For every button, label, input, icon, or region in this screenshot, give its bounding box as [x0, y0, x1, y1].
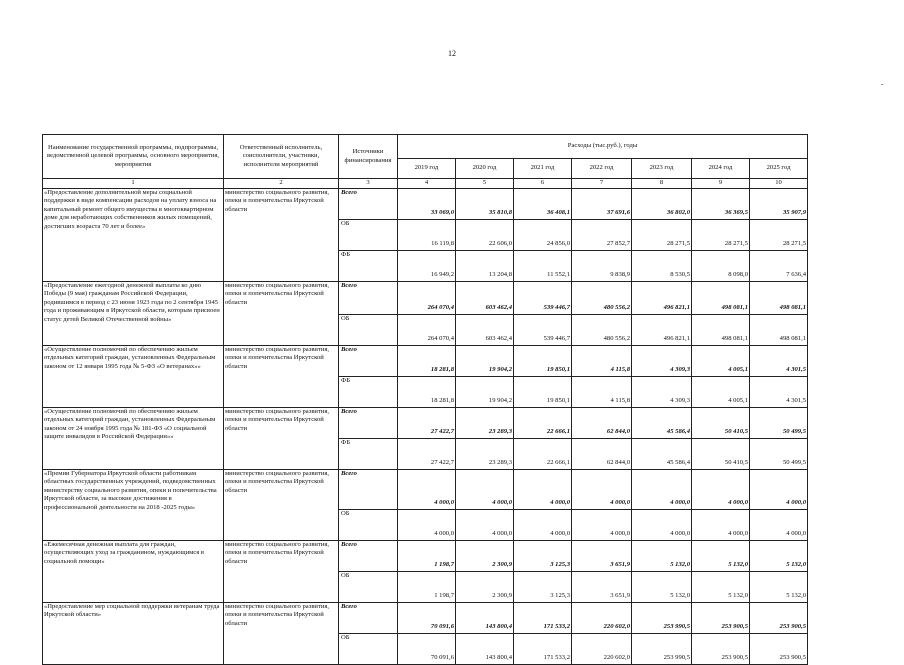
expense-value: 18 281,8 — [398, 376, 456, 407]
expense-value: 28 271,5 — [750, 219, 808, 250]
expense-value: 18 281,8 — [398, 345, 456, 376]
year-header: 2021 год — [514, 159, 572, 179]
expense-value: 4 115,8 — [572, 345, 632, 376]
expense-value: 13 204,8 — [456, 250, 514, 281]
expense-value: 3 651,9 — [572, 571, 632, 602]
funding-source — [339, 281, 398, 314]
expense-value: 22 666,1 — [514, 438, 572, 469]
funding-source-label: Всего — [341, 540, 357, 548]
expense-value: 3 125,3 — [514, 540, 572, 571]
expense-value: 11 552,1 — [514, 250, 572, 281]
measure-name: «Ежемесячная денежная выплата для граждан, осуществляющих уход за гражданином, нуждающимся в социальной помощи» — [43, 540, 224, 602]
expense-value: 4 000,0 — [632, 509, 692, 540]
funding-source — [339, 540, 398, 571]
measure-name: «Осуществление полномочий по обеспечению жильем отдельных категорий граждан, установленных Федеральным законом от 24 ноября 1995 года № 181-ФЗ «О социальной защите инвалидов в Российской Федерации»» — [43, 407, 224, 469]
expense-value: 143 800,4 — [456, 602, 514, 633]
scan-mark: - — [881, 80, 884, 88]
expense-value: 28 271,5 — [632, 219, 692, 250]
expense-value: 9 838,9 — [572, 250, 632, 281]
expense-value: 50 499,5 — [750, 407, 808, 438]
funding-source — [339, 314, 398, 345]
expense-value: 19 850,1 — [514, 376, 572, 407]
funding-source-label: ОБ — [341, 314, 350, 322]
column-number: 8 — [632, 179, 692, 189]
expense-value: 4 000,0 — [456, 469, 514, 509]
expense-value: 24 856,0 — [514, 219, 572, 250]
year-header: 2020 год — [456, 159, 514, 179]
expense-value: 253 900,5 — [692, 633, 750, 664]
table-row — [43, 345, 808, 376]
expense-value: 4 301,5 — [750, 345, 808, 376]
expense-value: 36 802,0 — [632, 188, 692, 219]
expense-value: 498 081,1 — [750, 314, 808, 345]
expense-value: 19 904,2 — [456, 376, 514, 407]
funding-source — [339, 633, 398, 664]
measure-name: «Предоставление ежегодной денежной выплаты ко дню Победы (9 мая) гражданам Российской Федерации, родившимся в период с 23 июня 1923 года по 2 сентября 1945 года и проживающим в Иркутской области, которым присвоен статус детей Великой Отечественной войны» — [43, 281, 224, 345]
expense-value: 19 850,1 — [514, 345, 572, 376]
year-header: 2019 год — [398, 159, 456, 179]
expense-value: 5 132,0 — [750, 540, 808, 571]
expense-value: 4 000,0 — [514, 469, 572, 509]
header-name: Наименование государственной программы, подпрограммы, ведомственной целевой программы, основного мероприятия, мероприятия — [43, 135, 224, 179]
expense-value: 4 000,0 — [398, 469, 456, 509]
expense-value: 23 289,3 — [456, 407, 514, 438]
expense-value: 22 606,0 — [456, 219, 514, 250]
expense-value: 45 586,4 — [632, 407, 692, 438]
funding-source-label: ОБ — [341, 633, 350, 641]
expense-value: 5 132,0 — [750, 571, 808, 602]
expense-value: 2 300,9 — [456, 571, 514, 602]
expense-value: 4 000,0 — [572, 469, 632, 509]
funding-source — [339, 407, 398, 438]
expense-value: 33 069,0 — [398, 188, 456, 219]
expense-value: 480 556,2 — [572, 314, 632, 345]
expense-value: 4 000,0 — [572, 509, 632, 540]
expense-value: 264 070,4 — [398, 314, 456, 345]
expense-value: 3 651,9 — [572, 540, 632, 571]
funding-source-label: Всего — [341, 602, 357, 610]
expense-value: 171 533,2 — [514, 633, 572, 664]
expense-value: 36 369,5 — [692, 188, 750, 219]
expense-value: 7 636,4 — [750, 250, 808, 281]
page-number: 12 — [448, 49, 456, 58]
measure-executor: министерство социального развития, опеки и попечительства Иркутской области — [224, 281, 339, 345]
funding-source-label: Всего — [341, 345, 357, 353]
expense-value: 4 000,0 — [456, 509, 514, 540]
expense-value: 603 462,4 — [456, 281, 514, 314]
expense-value: 62 844,0 — [572, 438, 632, 469]
measure-executor: министерство социального развития, опеки и попечительства Иркутской области — [224, 469, 339, 540]
funding-source-label: Всего — [341, 188, 357, 196]
expense-value: 62 844,0 — [572, 407, 632, 438]
expense-value: 4 309,3 — [632, 345, 692, 376]
funding-source-label: Всего — [341, 407, 357, 415]
expense-value: 19 904,2 — [456, 345, 514, 376]
expense-value: 4 000,0 — [750, 469, 808, 509]
expense-value: 253 900,5 — [750, 602, 808, 633]
expense-value: 5 132,0 — [692, 540, 750, 571]
table-row — [43, 540, 808, 571]
measure-name: «Премии Губернатора Иркутской области работникам областных государственных учреждений, подведомственных министерству социального развития, опеки и попечительства Иркутской области, за высокие достижения в профессиональной деятельности на 2018 -2025 годы» — [43, 469, 224, 540]
expense-value: 27 422,7 — [398, 438, 456, 469]
expense-value: 70 091,6 — [398, 602, 456, 633]
measure-executor: министерство социального развития, опеки и попечительства Иркутской области — [224, 407, 339, 469]
expense-value: 4 000,0 — [692, 469, 750, 509]
expense-value: 4 115,8 — [572, 376, 632, 407]
expense-value: 220 602,0 — [572, 602, 632, 633]
expense-value: 4 005,1 — [692, 376, 750, 407]
funding-source — [339, 438, 398, 469]
year-header: 2022 год — [572, 159, 632, 179]
expense-value: 27 852,7 — [572, 219, 632, 250]
expense-value: 480 556,2 — [572, 281, 632, 314]
table-row — [43, 188, 808, 219]
expense-value: 45 586,4 — [632, 438, 692, 469]
funding-source-label: ОБ — [341, 219, 350, 227]
column-number: 10 — [750, 179, 808, 189]
expense-value: 35 810,8 — [456, 188, 514, 219]
expense-value: 8 530,5 — [632, 250, 692, 281]
year-header: 2023 год — [632, 159, 692, 179]
expense-value: 4 000,0 — [692, 509, 750, 540]
measure-name: «Предоставление мер социальной поддержки ветеранам труда Иркутской области» — [43, 602, 224, 664]
header-source: Источники финансирования — [339, 135, 398, 179]
expense-value: 35 907,9 — [750, 188, 808, 219]
funding-source-label: ФБ — [341, 438, 350, 446]
expense-value: 28 271,5 — [692, 219, 750, 250]
funding-source — [339, 602, 398, 633]
expense-value: 5 132,0 — [632, 540, 692, 571]
funding-source-label: ФБ — [341, 250, 350, 258]
year-header: 2024 год — [692, 159, 750, 179]
expense-value: 23 289,3 — [456, 438, 514, 469]
expense-value: 16 119,8 — [398, 219, 456, 250]
expense-value: 253 990,5 — [632, 602, 692, 633]
funding-source-label: ОБ — [341, 571, 350, 579]
funding-source — [339, 376, 398, 407]
expenses-table — [42, 134, 808, 665]
funding-source-label: Всего — [341, 281, 357, 289]
table-row — [43, 602, 808, 633]
expense-value: 253 990,5 — [632, 633, 692, 664]
measure-name: «Предоставление дополнительной меры социальной поддержки в виде компенсации расходов на уплату взноса на капитальный ремонт общего имущества в многоквартирном доме для неработающих собственников жилых помещений, достигших возраста 70 лет и более» — [43, 188, 224, 281]
expense-value: 1 198,7 — [398, 571, 456, 602]
expense-value: 253 900,5 — [692, 602, 750, 633]
funding-source — [339, 571, 398, 602]
measure-name: «Осуществление полномочий по обеспечению жильем отдельных категорий граждан, установленных Федеральным законом от 12 января 1995 года № 5-ФЗ «О ветеранах»» — [43, 345, 224, 407]
expense-value: 496 821,1 — [632, 314, 692, 345]
funding-source-label: Всего — [341, 469, 357, 477]
expense-value: 4 000,0 — [514, 509, 572, 540]
expense-value: 2 300,9 — [456, 540, 514, 571]
expense-value: 37 691,6 — [572, 188, 632, 219]
column-number: 5 — [456, 179, 514, 189]
expense-value: 36 408,1 — [514, 188, 572, 219]
funding-source-label: ФБ — [341, 376, 350, 384]
measure-executor: министерство социального развития, опеки и попечительства Иркутской области — [224, 540, 339, 602]
expense-value: 27 422,7 — [398, 407, 456, 438]
expense-value: 498 081,1 — [692, 314, 750, 345]
table-row — [43, 407, 808, 438]
expense-value: 539 446,7 — [514, 281, 572, 314]
funding-source — [339, 250, 398, 281]
table-row — [43, 469, 808, 509]
header-expenses: Расходы (тыс.руб.), годы — [398, 135, 808, 159]
expense-value: 4 000,0 — [750, 509, 808, 540]
expense-value: 50 410,5 — [692, 407, 750, 438]
expense-value: 1 198,7 — [398, 540, 456, 571]
expense-value: 5 132,0 — [692, 571, 750, 602]
column-number: 4 — [398, 179, 456, 189]
column-number: 9 — [692, 179, 750, 189]
column-number: 1 — [43, 179, 224, 189]
column-number: 6 — [514, 179, 572, 189]
expense-value: 8 098,0 — [692, 250, 750, 281]
expense-value: 171 533,2 — [514, 602, 572, 633]
expense-value: 16 949,2 — [398, 250, 456, 281]
expense-value: 264 070,4 — [398, 281, 456, 314]
expense-value: 539 446,7 — [514, 314, 572, 345]
expense-value: 496 821,1 — [632, 281, 692, 314]
expense-value: 220 602,0 — [572, 633, 632, 664]
expense-value: 603 462,4 — [456, 314, 514, 345]
funding-source — [339, 188, 398, 219]
column-number: 2 — [224, 179, 339, 189]
expense-value: 4 000,0 — [398, 509, 456, 540]
expense-value: 4 301,5 — [750, 376, 808, 407]
expense-value: 4 005,1 — [692, 345, 750, 376]
funding-source — [339, 219, 398, 250]
expense-value: 50 499,5 — [750, 438, 808, 469]
expense-value: 22 666,1 — [514, 407, 572, 438]
funding-source-label: ОБ — [341, 509, 350, 517]
funding-source — [339, 469, 398, 509]
expense-value: 5 132,0 — [632, 571, 692, 602]
expense-value: 498 081,1 — [692, 281, 750, 314]
column-number: 7 — [572, 179, 632, 189]
column-number: 3 — [339, 179, 398, 189]
expense-value: 498 081,1 — [750, 281, 808, 314]
expense-value: 3 125,3 — [514, 571, 572, 602]
expense-value: 70 091,6 — [398, 633, 456, 664]
expense-value: 143 800,4 — [456, 633, 514, 664]
funding-source — [339, 509, 398, 540]
expense-value: 4 000,0 — [632, 469, 692, 509]
expense-value: 50 410,5 — [692, 438, 750, 469]
measure-executor: министерство социального развития, опеки и попечительства Иркутской области — [224, 188, 339, 281]
table-row — [43, 281, 808, 314]
year-header: 2025 год — [750, 159, 808, 179]
measure-executor: министерство социального развития, опеки и попечительства Иркутской области — [224, 602, 339, 664]
funding-source — [339, 345, 398, 376]
expense-value: 253 900,5 — [750, 633, 808, 664]
expense-value: 4 309,3 — [632, 376, 692, 407]
measure-executor: министерство социального развития, опеки и попечительства Иркутской области — [224, 345, 339, 407]
header-executor: Ответственный исполнитель, соисполнители, участники, исполнители мероприятий — [224, 135, 339, 179]
